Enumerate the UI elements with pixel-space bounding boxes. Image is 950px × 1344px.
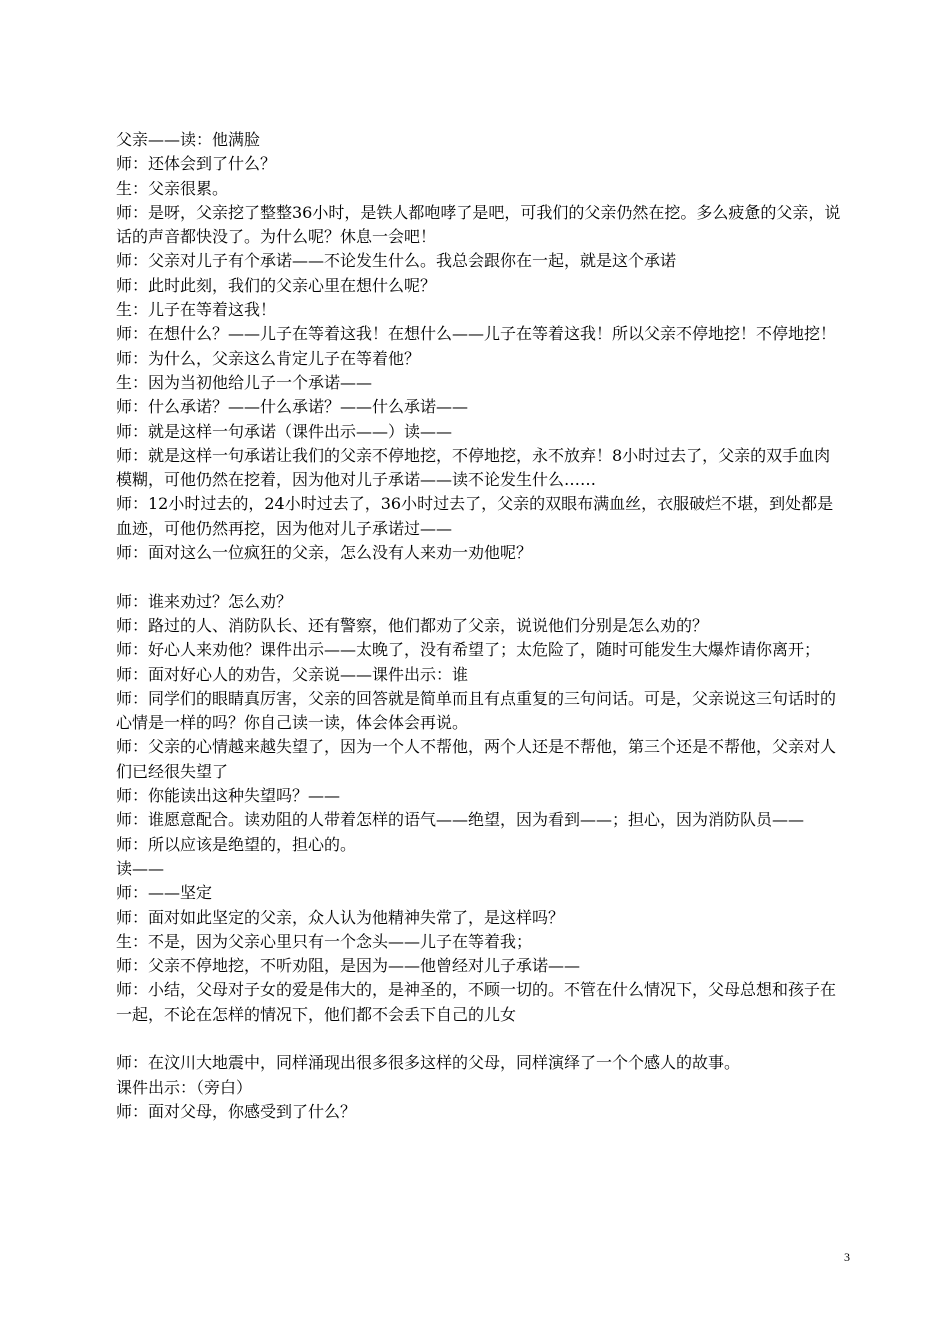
paragraph: 师：还体会到了什么？ (116, 154, 277, 174)
page-number: 3 (844, 1250, 850, 1264)
paragraph: 师：所以应该是绝望的，担心的。 (116, 834, 357, 854)
paragraph: 师：好心人来劝他？课件出示——太晚了，没有希望了；太危险了，随时可能发生大爆炸请你离开； (116, 640, 821, 660)
paragraph: 师：路过的人、消防队长、还有警察，他们都劝了父亲，说说他们分别是怎么劝的？ (116, 615, 709, 635)
blank-line (116, 565, 846, 589)
paragraph: 师：面对如此坚定的父亲，众人认为他精神失常了，是这样吗？ (116, 907, 565, 927)
paragraph: 师：父亲不停地挖，不听劝阻，是因为——他曾经对儿子承诺—— (116, 956, 581, 976)
paragraph: 师：同学们的眼睛真厉害，父亲的回答就是简单而且有点重复的三句问话。可是，父亲说这三句话时的心情是一样的吗？你自己读一读，体会体会再说。 (116, 688, 837, 733)
paragraph: 生：不是，因为父亲心里只有一个念头——儿子在等着我； (116, 931, 533, 951)
paragraph: 师：面对这么一位疯狂的父亲，怎么没有人来劝一劝他呢？ (116, 543, 533, 563)
paragraph: 师：就是这样一句承诺让我们的父亲不停地挖，不停地挖，永不放弃！8小时过去了，父亲的双手血肉模糊，可他仍然在挖着，因为他对儿子承诺——读不论发生什么…… (116, 445, 831, 490)
paragraph: 课件出示：（旁白） (116, 1077, 253, 1097)
paragraph: 师：12小时过去的，24小时过去了，36小时过去了，父亲的双眼布满血丝，衣服破烂不堪，到处都是血迹，可他仍然再挖，因为他对儿子承诺过—— (116, 494, 834, 538)
paragraph: 师：父亲的心情越来越失望了，因为一个人不帮他，两个人还是不帮他，第三个还是不帮他，父亲对人们已经很失望了 (116, 737, 837, 781)
paragraph: 读—— (116, 858, 165, 878)
blank-line (116, 1027, 846, 1051)
paragraph: 师：此时此刻，我们的父亲心里在想什么呢？ (116, 275, 437, 295)
paragraph: 师：为什么，父亲这么肯定儿子在等着他？ (116, 348, 421, 368)
paragraph: 父亲——读：他满脸 (116, 130, 261, 149)
paragraph: 师：小结，父母对子女的爱是伟大的，是神圣的，不顾一切的。不管在什么情况下，父母总想和孩子在一起，不论在怎样的情况下，他们都不会丢下自己的儿女 (116, 980, 837, 1024)
paragraph: 师：你能读出这种失望吗？—— (116, 786, 341, 806)
paragraph: 师：面对父母，你感受到了什么？ (116, 1101, 357, 1121)
paragraph: 师：在想什么？——儿子在等着这我！在想什么——儿子在等着这我！所以父亲不停地挖！不停地挖！ (116, 324, 837, 344)
paragraph: 师：什么承诺？——什么承诺？——什么承诺—— (116, 397, 469, 417)
paragraph: 生：因为当初他给儿子一个承诺—— (116, 372, 373, 392)
paragraph: 师：父亲对儿子有个承诺——不论发生什么。我总会跟你在一起，就是这个承诺 (116, 251, 677, 271)
paragraph: 师：谁愿意配合。读劝阻的人带着怎样的语气——绝望，因为看到——；担心，因为消防队员—— (116, 810, 805, 830)
paragraph: 师：——坚定 (116, 883, 213, 903)
document-body (116, 128, 846, 1124)
paragraph: 师：面对好心人的劝告，父亲说——课件出示：谁 (116, 664, 469, 684)
paragraph: 师：是呀，父亲挖了整整36小时，是铁人都咆哮了是吧，可我们的父亲仍然在挖。多么疲惫的父亲，说话的声音都快没了。为什么呢？休息一会吧！ (116, 202, 841, 247)
paragraph: 师：就是这样一句承诺（课件出示——）读—— (116, 421, 453, 441)
paragraph: 师：谁来劝过？怎么劝？ (116, 591, 293, 611)
paragraph: 师：在汶川大地震中，同样涌现出很多很多这样的父母，同样演绎了一个个感人的故事。 (116, 1053, 741, 1073)
paragraph: 生：父亲很累。 (116, 178, 229, 198)
paragraph: 生：儿子在等着这我！ (116, 300, 277, 320)
